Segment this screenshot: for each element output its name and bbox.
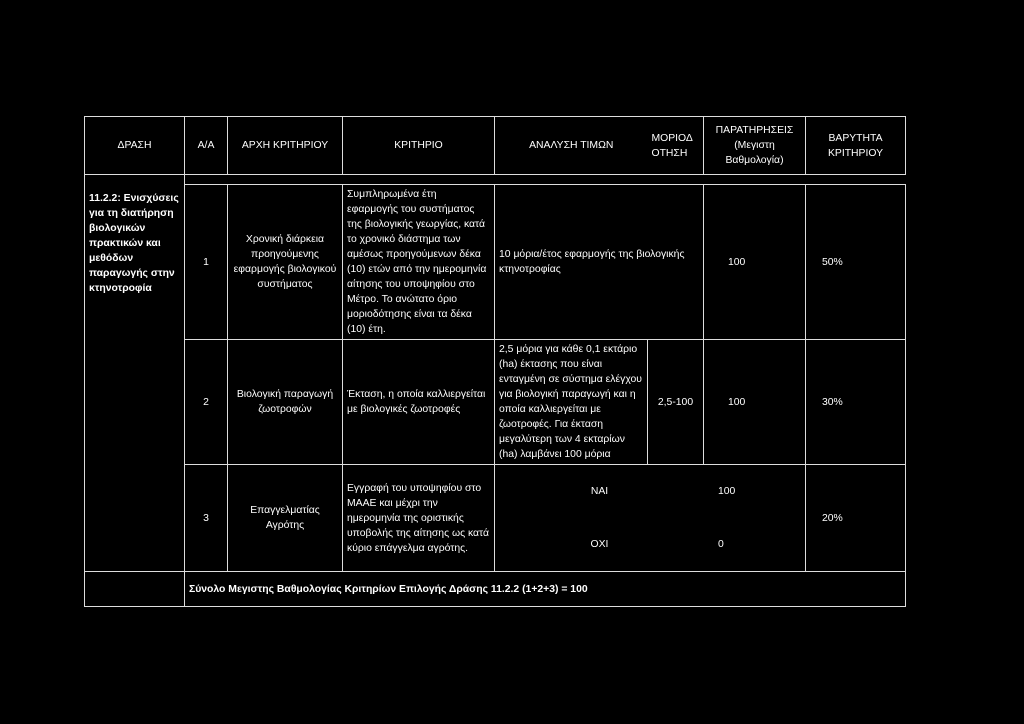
header-aa: Α/Α: [185, 117, 228, 175]
row-weight: 30%: [806, 340, 906, 465]
table-row: [85, 340, 906, 465]
row-aa: 2: [185, 340, 228, 465]
row-aa: 1: [185, 185, 228, 340]
row-criterion: Εγγραφή του υποψηφίου στο ΜΑΑΕ και μέχρι την ημερομηνία της οριστικής υποβολής της αίτησης ως κατά κύριο επάγγελμα αγρότης.: [343, 465, 495, 572]
criteria-table: [84, 116, 906, 607]
header-criterion: ΚΡΙΤΗΡΙΟ: [343, 117, 495, 175]
option-score: 100: [718, 486, 736, 497]
options-cell: [495, 465, 806, 572]
row-remarks: 100: [704, 340, 806, 465]
action-cell: 11.2.2: Ενισχύσεις για τη διατήρηση βιολογικών πρακτικών και μεθόδων παραγωγής στην κτηνοτροφία: [85, 185, 185, 572]
table-row: [85, 465, 906, 572]
header-action: ΔΡΑΣΗ: [85, 117, 185, 175]
row-principle: Χρονική διάρκεια προηγούμενης εφαρμογής βιολογικού συστήματος: [228, 185, 343, 340]
row-criterion: Έκταση, η οποία καλλιεργείται με βιολογικές ζωοτροφές: [343, 340, 495, 465]
option-score: 0: [718, 539, 724, 550]
option-label: ΝΑΙ: [590, 486, 609, 497]
row-principle: Επαγγελματίας Αγρότης: [228, 465, 343, 572]
row-analysis: 10 μόρια/έτος εφαρμογής της βιολογικής κτηνοτροφίας: [495, 185, 704, 340]
row-analysis: 2,5 μόρια για κάθε 0,1 εκτάριο (ha) έκτασης που είναι ενταγμένη σε σύστημα ελέγχου για βιολογική παραγωγή και η οποία καλλιεργείται με ζωοτροφές. Για έκταση μεγαλύτερη των 4 εκταρίων (ha) λαμβάνει 100 μόρια: [495, 340, 648, 465]
options-table: [495, 465, 805, 571]
header-principle: ΑΡΧΗ ΚΡΙΤΗΡΙΟΥ: [228, 117, 343, 175]
row-remarks: 100: [704, 185, 806, 340]
row-weight: 20%: [806, 465, 906, 572]
spacer-row: [85, 175, 906, 185]
table-row: [85, 185, 906, 340]
total-row: [85, 572, 906, 607]
header-row: [85, 117, 906, 175]
header-weight: ΒΑΡΥΤΗΤΑ ΚΡΙΤΗΡΙΟΥ: [806, 117, 906, 175]
header-scoring: ΜΟΡΙΟΔΟΤΗΣΗ: [648, 117, 704, 175]
row-criterion: Συμπληρωμένα έτη εφαρμογής του συστήματος της βιολογικής γεωργίας, κατά το χρονικό διάστημα των αμέσως προηγούμενων δέκα (10) ετών από την ημερομηνία αίτησης του υποψηφίου στο Μέτρο. Το ανώτατο όριο μοριοδότησης είναι τα δέκα (10) έτη.: [343, 185, 495, 340]
row-aa: 3: [185, 465, 228, 572]
total-text: Σύνολο Μεγιστης Βαθμολογίας Κριτηρίων Επιλογής Δράσης 11.2.2 (1+2+3) = 100: [185, 572, 906, 607]
row-principle: Βιολογική παραγωγή ζωοτροφών: [228, 340, 343, 465]
header-remarks: ΠΑΡΑΤΗΡΗΣΕΙΣ (Μεγιστη Βαθμολογία): [704, 117, 806, 175]
row-weight: 50%: [806, 185, 906, 340]
row-scoring: 2,5-100: [648, 340, 704, 465]
header-analysis: ΑΝΑΛΥΣΗ ΤΙΜΩΝ: [495, 117, 648, 175]
option-label: ΟΧΙ: [590, 539, 609, 550]
